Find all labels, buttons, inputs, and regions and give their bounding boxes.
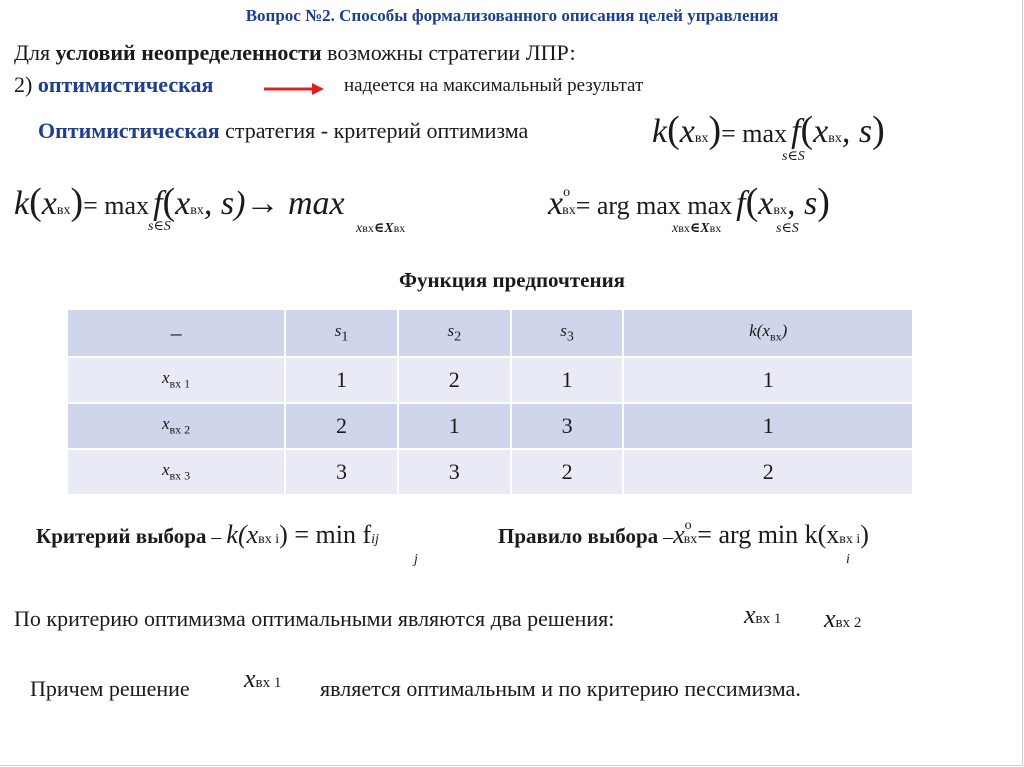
strategy-bold: Оптимистическая <box>38 118 220 143</box>
table-cell: 1 <box>285 357 398 403</box>
table-cell: 2 <box>511 449 624 495</box>
intro-line-2 <box>14 72 213 98</box>
row-header: $x_{вх 2}$ <box>67 403 285 449</box>
column-header: $s_1$ <box>285 309 398 357</box>
solution-1: xвх 1 <box>744 600 782 629</box>
formula-main: k(xвх)= max f(xвх, s)→ max <box>14 181 345 223</box>
table-cell: 3 <box>398 449 511 495</box>
table-cell: 2 <box>398 357 511 403</box>
table-cell: 1 <box>623 357 913 403</box>
conclusion-suffix: является оптимальным и по критерию пессимизма. <box>320 676 801 701</box>
table-row <box>67 449 913 495</box>
solution-2: xвх 2 <box>824 604 862 633</box>
table-cell: 2 <box>623 449 913 495</box>
slide-title: Вопрос №2. Способы формализованного описания целей управления <box>245 6 779 25</box>
selection-rule: Правило выбора –xoвх= arg min k(xвх i) <box>498 518 869 549</box>
table-header-row <box>67 309 913 357</box>
selection-criterion: Критерий выбора – k(xвх i) = min fij <box>36 520 379 549</box>
table-cell: 2 <box>285 403 398 449</box>
column-header: $k(x_{вх})$ <box>623 309 913 357</box>
table-cell: 3 <box>285 449 398 495</box>
column-header: $s_2$ <box>398 309 511 357</box>
formula-criterion: k(xвх)= max f(xвх, s) <box>652 109 885 151</box>
formula-main-under-s: s∈S <box>148 219 171 234</box>
table-cell: 1 <box>623 403 913 449</box>
intro-number: 2) <box>14 72 38 97</box>
formula-argmax-under-s: s∈S <box>776 221 799 236</box>
strategy-line <box>38 118 528 144</box>
preference-table <box>66 308 914 496</box>
table-cell: 1 <box>511 357 624 403</box>
intro-suffix: возможны стратегии ЛПР: <box>321 40 576 65</box>
strategy-rest: стратегия - критерий оптимизма <box>219 118 529 143</box>
conclusion-prefix: Причем решение <box>30 676 190 701</box>
arrow-right-icon <box>262 81 326 97</box>
table-corner: – <box>67 309 285 357</box>
optimistic-desc: надеется на максимальный результат <box>344 75 644 96</box>
conclusion-line-1: По критерию оптимизма оптимальными являются два решения: <box>14 606 615 631</box>
table-row <box>67 403 913 449</box>
table-cell: 1 <box>398 403 511 449</box>
optimistic-label: оптимистическая <box>37 72 214 97</box>
row-header: $x_{вх 3}$ <box>67 449 285 495</box>
formula-argmax-under-x: xвх∈Xвх <box>672 221 722 236</box>
intro-prefix: Для <box>14 40 56 65</box>
preference-heading: Функция предпочтения <box>398 268 626 292</box>
solution-3: xвх 1 <box>244 664 282 693</box>
table-row <box>67 357 913 403</box>
selection-criterion-under: j <box>414 552 418 567</box>
row-header: $x_{вх 1}$ <box>67 357 285 403</box>
formula-argmax: xoвх= arg max max f(xвх, s) <box>548 181 830 223</box>
column-header: $s_3$ <box>511 309 624 357</box>
formula-main-under-x: xвх∈Xвх <box>356 221 406 236</box>
selection-rule-under: i <box>846 552 850 567</box>
intro-line-1 <box>14 40 576 66</box>
formula-criterion-under: s∈S <box>782 149 805 164</box>
intro-bold: условий неопределенности <box>55 40 322 65</box>
table-cell: 3 <box>511 403 624 449</box>
